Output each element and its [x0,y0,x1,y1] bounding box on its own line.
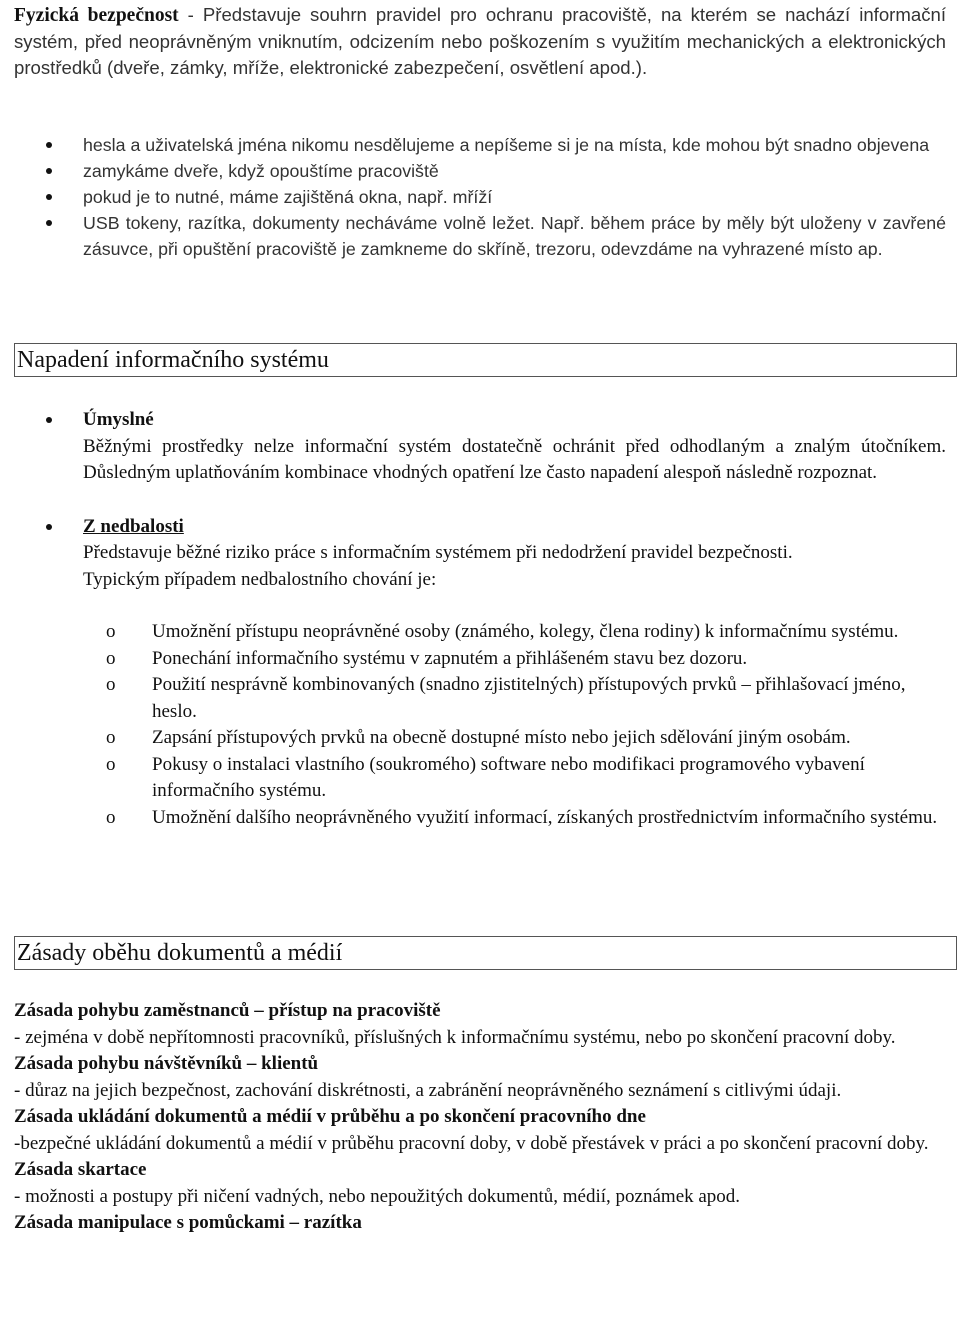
intro-term: Fyzická bezpečnost [14,5,179,26]
section-heading-documents: Zásady oběhu dokumentů a médií [14,936,957,970]
rule-text: - možnosti a postupy při ničení vadných, nebo nepoužitých dokumentů, médií, poznámek apod. [14,1185,741,1207]
list-item: USB tokeny, razítka, dokumenty necháváme volně ležet. Např. během práce by měly být uloženy v zavřené zásuvce, při opuštění pracoviště je zamkneme do skříně, trezoru, odevzdáme na vyhrazené místo ap. [83,210,946,262]
negligence-items-list [106,619,952,831]
list-item: o Umožnění přístupu neoprávněné osoby (známého, kolegy, člena rodiny) k informačnímu systému. [106,619,952,646]
list-item: pokud je to nutné, máme zajištěná okna, např. mříží [83,184,946,210]
intro-text: - Představuje souhrn pravidel pro ochranu pracoviště, na kterém se nachází informační systém, před neoprávněným vniknutím, odcizením nebo poškozením s využitím mechanických a elektronických prostředků (dveře, zámky, mříže, elektronické zabezpečení, osvětlení apod.). [14,4,946,78]
negligence-title: Z nedbalosti [83,515,184,537]
intentional-title: Úmyslné [83,409,154,430]
negligence-line2: Typickým případem nedbalostního chování je: [83,568,437,590]
rule-text: -bezpečné ukládání dokumentů a médií v průběhu pracovní doby, v době přestávek v práci a po skončení pracovní doby. [14,1132,929,1154]
rule-title: Zásada skartace [14,1159,147,1180]
list-item: o Zapsání přístupových prvků na obecně dostupné místo nebo jejich sdělování jiným osobám. [106,725,952,752]
list-item: zamykáme dveře, když opouštíme pracoviště [83,158,946,184]
rule-title: Zásada pohybu návštěvníků – klientů [14,1053,319,1074]
rule-text: - zejména v době nepřítomnosti pracovníků, příslušných k informačnímu systému, nebo po skončení pracovní doby. [14,1026,896,1048]
intro-paragraph [14,2,946,81]
list-item-negligence [83,514,946,594]
section-heading-attack: Napadení informačního systému [14,343,957,377]
list-item: o Použití nesprávně kombinovaných (snadno zjistitelných) přístupových prvků – přihlašovací jméno, heslo. [106,672,952,725]
rule-text: - důraz na jejich bezpečnost, zachování diskrétnosti, a zabránění neoprávněného seznámení s citlivými údaji. [14,1079,842,1101]
rule-title: Zásada manipulace s pomůckami – razítka [14,1212,362,1233]
list-item: o Pokusy o instalaci vlastního (soukromého) software nebo modifikaci programového vybavení informačního systému. [106,752,952,805]
attack-types-list [83,407,946,593]
intentional-text: Běžnými prostředky nelze informační systém dostatečně ochránit před odhodlaným a znalým útočníkem. Důsledným uplatňováním kombinace vhodných opatření lze často napadení alespoň následně rozpoznat. [83,435,946,483]
physical-rules-list [83,132,946,262]
rule-title: Zásada ukládání dokumentů a médií v průběhu a po skončení pracovního dne [14,1106,646,1127]
rule-title: Zásada pohybu zaměstnanců – přístup na pracoviště [14,1000,441,1021]
document-rules [14,998,946,1237]
list-item: o Umožnění dalšího neoprávněného využití informací, získaných prostřednictvím informačního systému. [106,805,952,832]
negligence-line1: Představuje běžné riziko práce s informačním systémem při nedodržení pravidel bezpečnosti. [83,542,793,563]
list-item: o Ponechání informačního systému v zapnutém a přihlášeném stavu bez dozoru. [106,646,952,673]
list-item: hesla a uživatelská jména nikomu nesdělujeme a nepíšeme si je na místa, kde mohou být snadno objevena [83,132,946,158]
list-item-intentional [83,407,946,487]
